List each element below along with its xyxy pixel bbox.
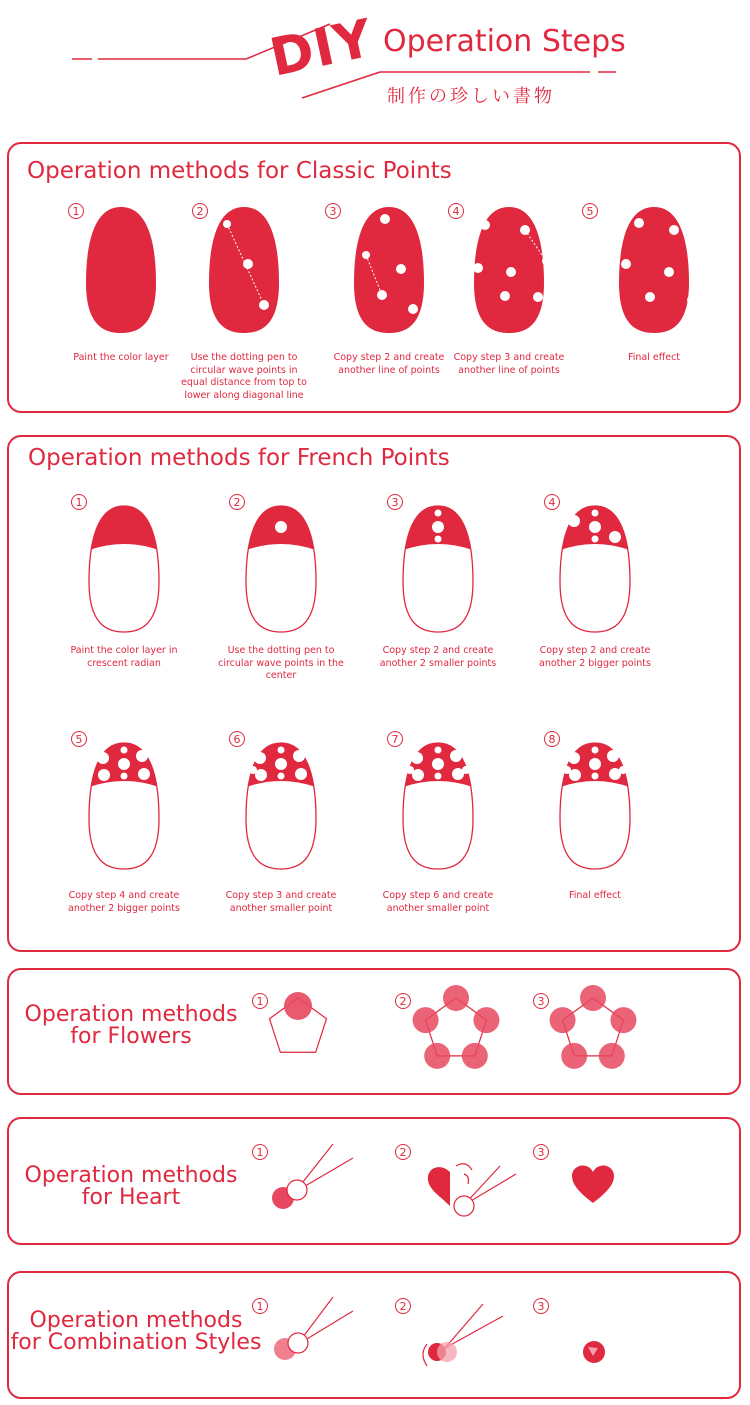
- circled-number-icon: 2: [192, 203, 208, 219]
- step-caption: Paint the color layer in crescent radian: [70, 645, 178, 669]
- circled-number-icon: 3: [533, 1144, 549, 1160]
- page-subtitle: 制作の珍しい書物: [387, 86, 555, 107]
- combination-step-2: [415, 1300, 525, 1375]
- step-caption: Copy step 2 and create another 2 bigger points: [539, 645, 651, 669]
- combination-title-line1: Operation methods: [29, 1308, 243, 1333]
- circled-number-icon: 5: [71, 731, 87, 747]
- step-caption: Copy step 2 and create another 2 smaller points: [379, 645, 497, 669]
- french-nail-step-3: [398, 500, 478, 640]
- circled-number-icon: 2: [395, 1144, 411, 1160]
- circled-number-icon: 4: [448, 203, 464, 219]
- circled-number-icon: 1: [252, 1298, 268, 1314]
- step-caption: Copy step 3 and create another line of points: [453, 352, 565, 376]
- classic-nail-step-3: [344, 200, 434, 340]
- heart-title: [1, 1165, 261, 1209]
- flower-step-1: [262, 990, 342, 1070]
- classic-nail-step-5: [609, 200, 699, 340]
- circled-number-icon: 1: [252, 1144, 268, 1160]
- french-points-title: Operation methods for French Points: [28, 445, 450, 471]
- french-nail-step-2: [241, 500, 321, 640]
- step-caption: Use the dotting pen to circular wave points in the center: [218, 645, 344, 681]
- heart-icon: [572, 1165, 614, 1203]
- classic-nail-step-1: [76, 200, 166, 340]
- classic-nail-step-4: [464, 200, 554, 340]
- french-nail-step-4: [555, 500, 635, 640]
- page-title: Operation Steps: [383, 24, 626, 59]
- french-nail-step-8: [555, 737, 635, 877]
- step-caption: Copy step 3 and create another smaller point: [225, 890, 337, 914]
- flowers-title: [1, 1004, 261, 1048]
- circled-number-icon: 6: [229, 731, 245, 747]
- circled-number-icon: 3: [533, 1298, 549, 1314]
- circled-number-icon: 3: [387, 494, 403, 510]
- circled-number-icon: 3: [325, 203, 341, 219]
- nail-icon: [86, 207, 156, 333]
- nail-icon: [354, 207, 424, 333]
- heart-title-line1: Operation methods: [24, 1163, 238, 1188]
- french-nail-step-1: [84, 500, 164, 640]
- french-nail-step-7: [398, 737, 478, 877]
- dotting-pen-icon: [445, 1304, 483, 1348]
- heart-step-3: [570, 1163, 616, 1207]
- step-caption: Paint the color layer: [73, 352, 169, 363]
- combination-step-3: [580, 1338, 610, 1368]
- circled-number-icon: 5: [582, 203, 598, 219]
- circled-number-icon: 2: [395, 993, 411, 1009]
- flower-step-2: [400, 985, 510, 1075]
- heart-step-1: [265, 1140, 365, 1220]
- combination-step-1: [265, 1293, 365, 1373]
- circled-number-icon: 2: [229, 494, 245, 510]
- nail-icon: [619, 207, 689, 333]
- heart-title-line2: for Heart: [81, 1185, 181, 1210]
- classic-points-title: Operation methods for Classic Points: [27, 158, 452, 184]
- heart-step-2: [420, 1150, 530, 1225]
- diy-logo: DIY: [265, 8, 379, 89]
- step-caption: Use the dotting pen to circular wave points in equal distance from top to lower along diagonal line: [181, 352, 307, 401]
- step-caption: Copy step 4 and create another 2 bigger points: [68, 890, 180, 914]
- page-header: [0, 0, 750, 130]
- step-caption: Copy step 2 and create another line of points: [333, 352, 445, 376]
- step-caption: Final effect: [568, 890, 622, 901]
- circled-number-icon: 8: [544, 731, 560, 747]
- step-caption: Final effect: [627, 352, 681, 363]
- combination-title-line2: for Combination Styles: [10, 1330, 262, 1355]
- step-caption: Copy step 6 and create another smaller point: [382, 890, 494, 914]
- combination-title: [6, 1310, 266, 1354]
- classic-nail-step-2: [199, 200, 289, 340]
- circled-number-icon: 2: [395, 1298, 411, 1314]
- heart-icon: [428, 1167, 450, 1206]
- french-nail-step-6: [241, 737, 321, 877]
- french-nail-step-5: [84, 737, 164, 877]
- circled-number-icon: 7: [387, 731, 403, 747]
- flowers-title-line2: for Flowers: [70, 1024, 192, 1049]
- flower-step-3: [540, 985, 650, 1075]
- circled-number-icon: 3: [533, 993, 549, 1009]
- nail-icon: [209, 207, 279, 333]
- circled-number-icon: 4: [544, 494, 560, 510]
- circled-number-icon: 1: [71, 494, 87, 510]
- circled-number-icon: 1: [68, 203, 84, 219]
- circled-number-icon: 1: [252, 993, 268, 1009]
- flowers-title-line1: Operation methods: [24, 1002, 238, 1027]
